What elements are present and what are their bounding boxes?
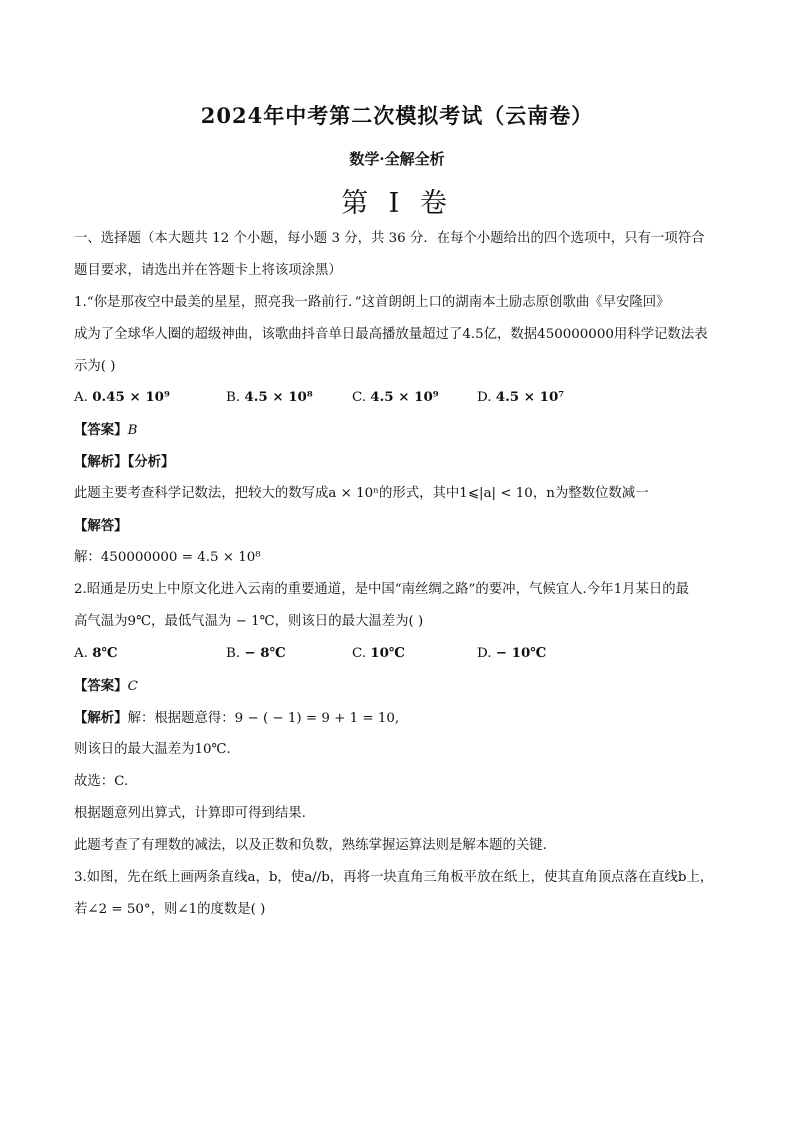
q1-stem-line-1: 1.“你是那夜空中最美的星星，照亮我一路前行．”这首朗朗上口的湖南本土励志原创歌曲《早安隆回》 bbox=[74, 295, 670, 310]
q3-stem-line-2: 若∠2 = 50°，则∠1的度数是( ) bbox=[74, 902, 266, 917]
q1-analysis: 此题主要考查科学记数法，把较大的数写成a × 10ⁿ的形式，其中1⩽|a| < 10，n为整数位数减一 bbox=[74, 486, 649, 501]
page-subtitle: 数学·全解全析 bbox=[349, 150, 445, 168]
q1-answer: 【答案】B bbox=[74, 422, 138, 438]
volume-heading: 第 I 卷 bbox=[341, 188, 453, 219]
q1-option-b: B. 4.5 × 10⁸ bbox=[226, 389, 313, 405]
q1-option-c: C. 4.5 × 10⁹ bbox=[352, 389, 439, 405]
q2-stem-line-2: 高气温为9℃，最低气温为 − 1℃，则该日的最大温差为( ) bbox=[74, 614, 424, 629]
q2-analysis: 【解析】解：根据题意得：9 − ( − 1) = 9 + 1 = 10, bbox=[74, 710, 400, 726]
q1-options bbox=[74, 389, 734, 407]
q3-stem-line-1: 3.如图，先在纸上画两条直线a，b，使a//b，再将一块直角三角板平放在纸上，使其直角顶点落在直线b上， bbox=[74, 870, 714, 885]
q2-analysis-line-5: 此题考查了有理数的减法，以及正数和负数，熟练掌握运算法则是解本题的关键. bbox=[74, 838, 547, 853]
q2-analysis-line-3: 故选：C. bbox=[74, 774, 129, 789]
q1-analysis-tag: 【解析】【分析】 bbox=[74, 454, 175, 470]
q2-option-b: B. − 8℃ bbox=[226, 645, 286, 661]
q2-analysis-line-2: 则该日的最大温差为10℃. bbox=[74, 742, 231, 757]
section-instructions-line-1: 一、选择题（本大题共 12 个小题，每小题 3 分，共 36 分．在每个小题给出的四个选项中，只有一项符合 bbox=[74, 231, 705, 246]
q2-analysis-line-4: 根据题意列出算式，计算即可得到结果. bbox=[74, 806, 306, 821]
q1-stem-line-2: 成为了全球华人圈的超级神曲，该歌曲抖音单日最高播放量超过了4.5亿，数据450000000用科学记数法表 bbox=[74, 327, 708, 342]
q1-option-d: D. 4.5 × 10⁷ bbox=[477, 389, 565, 405]
q2-option-a: A. 8℃ bbox=[74, 645, 118, 661]
q2-option-d: D. − 10℃ bbox=[477, 645, 547, 661]
q1-solution-tag: 【解答】 bbox=[74, 518, 128, 534]
q2-option-c: C. 10℃ bbox=[352, 645, 405, 661]
page-title: 2024年中考第二次模拟考试（云南卷） bbox=[200, 103, 594, 128]
q2-options bbox=[74, 645, 734, 663]
q1-solution: 解：450000000 = 4.5 × 10⁸ bbox=[74, 550, 261, 565]
q2-stem-line-1: 2.昭通是历史上中原文化进入云南的重要通道，是中国“南丝绸之路”的要冲，气候宜人.今年1月某日的最 bbox=[74, 582, 690, 597]
q1-stem-line-3: 示为( ) bbox=[74, 359, 116, 374]
section-instructions-line-2: 题目要求，请选出并在答题卡上将该项涂黑） bbox=[74, 263, 342, 278]
q2-answer: 【答案】C bbox=[74, 678, 138, 694]
q1-option-a: A. 0.45 × 10⁹ bbox=[74, 389, 170, 405]
